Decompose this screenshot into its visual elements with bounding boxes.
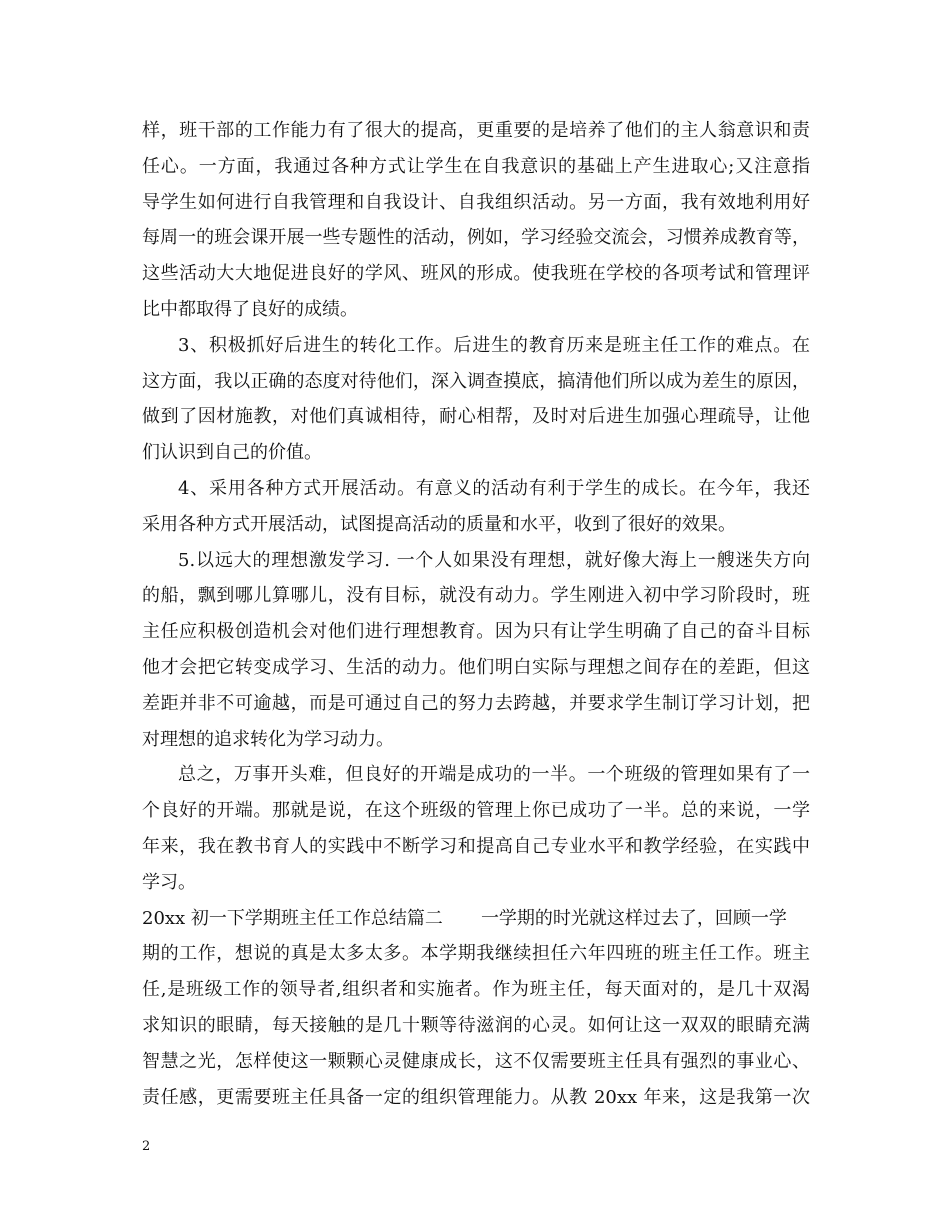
text-line: 比中都取得了良好的成绩。 bbox=[142, 298, 358, 320]
text-line: 这方面，我以正确的态度对待他们，深入调查摸底，搞清他们所以成为差生的原因， bbox=[142, 370, 810, 392]
text-line: 5.以远大的理想激发学习. 一个人如果没有理想，就好像大海上一艘迷失方向 bbox=[178, 549, 810, 571]
text-line: 年来，我在教书育人的实践中不断学习和提高自己专业水平和教学经验，在实践中 bbox=[142, 835, 810, 857]
text-line: 做到了因材施教，对他们真诚相待，耐心相帮，及时对后进生加强心理疏导，让他 bbox=[142, 406, 810, 428]
paragraph-1 bbox=[142, 113, 810, 328]
section-heading: 20xx 初一下学期班主任工作总结篇二 bbox=[142, 907, 443, 929]
text-line: 个良好的开端。那就是说，在这个班级的管理上你已成功了一半。总的来说，一学 bbox=[142, 800, 810, 822]
text-line: 的船，飘到哪儿算哪儿，没有目标，就没有动力。学生刚进入初中学习阶段时，班 bbox=[142, 585, 810, 607]
text-line: 任,是班级工作的领导者,组织者和实施者。作为班主任，每天面对的，是几十双渴 bbox=[142, 979, 810, 1001]
text-line: 总之，万事开头难，但良好的开端是成功的一半。一个班级的管理如果有了一 bbox=[178, 764, 810, 786]
text-line: 样，班干部的工作能力有了很大的提高，更重要的是培养了他们的主人翁意识和责 bbox=[142, 120, 810, 141]
text-line: 3、积极抓好后进生的转化工作。后进生的教育历来是班主任工作的难点。在 bbox=[178, 334, 810, 356]
text-line: 任心。一方面，我通过各种方式让学生在自我意识的基础上产生进取心;又注意指 bbox=[142, 155, 810, 177]
paragraph-5 bbox=[142, 757, 810, 900]
text-line: 导学生如何进行自我管理和自我设计、自我组织活动。另一方面，我有效地利用好 bbox=[142, 191, 810, 213]
text-line: 差距并非不可逾越，而是可通过自己的努力去跨越，并要求学生制订学习计划，把 bbox=[142, 692, 810, 714]
text-line: 期的工作，想说的真是太多太多。本学期我继续担任六年四班的班主任工作。班主 bbox=[142, 943, 810, 965]
text-line: 求知识的眼睛，每天接触的是几十颗等待滋润的心灵。如何让这一双双的眼睛充满 bbox=[142, 1014, 810, 1036]
section-two bbox=[142, 901, 810, 1116]
paragraph-4 bbox=[142, 543, 810, 758]
text-line: 每周一的班会课开展一些专题性的活动，例如，学习经验交流会，习惯养成教育等， bbox=[142, 227, 810, 249]
text-line: 智慧之光，怎样使这一颗颗心灵健康成长，这不仅需要班主任具有强烈的事业心、 bbox=[142, 1050, 810, 1072]
text-line: 这些活动大大地促进良好的学风、班风的形成。使我班在学校的各项考试和管理评 bbox=[142, 263, 810, 285]
text-line: 学习。 bbox=[142, 871, 196, 893]
document-body bbox=[142, 113, 810, 1115]
text-line: 采用各种方式开展活动，试图提高活动的质量和水平，收到了很好的效果。 bbox=[142, 513, 736, 535]
section-first-line-text: 一学期的时光就这样过去了，回顾一学 bbox=[480, 907, 787, 929]
text-line: 他才会把它转变成学习、生活的动力。他们明白实际与理想之间存在的差距，但这 bbox=[142, 656, 810, 678]
paragraph-3 bbox=[142, 471, 810, 543]
paragraph-2 bbox=[142, 328, 810, 471]
section-heading-line bbox=[142, 901, 810, 937]
text-line: 对理想的追求转化为学习动力。 bbox=[142, 728, 394, 750]
text-line: 主任应积极创造机会对他们进行理想教育。因为只有让学生明确了自己的奋斗目标 bbox=[142, 621, 810, 643]
text-line: 责任感，更需要班主任具备一定的组织管理能力。从教 20xx 年来，这是我第一次 bbox=[142, 1086, 810, 1108]
text-line: 们认识到自己的价值。 bbox=[142, 442, 322, 464]
text-line: 4、采用各种方式开展活动。有意义的活动有利于学生的成长。在今年，我还 bbox=[178, 477, 810, 499]
page-number: 2 bbox=[142, 1139, 151, 1154]
